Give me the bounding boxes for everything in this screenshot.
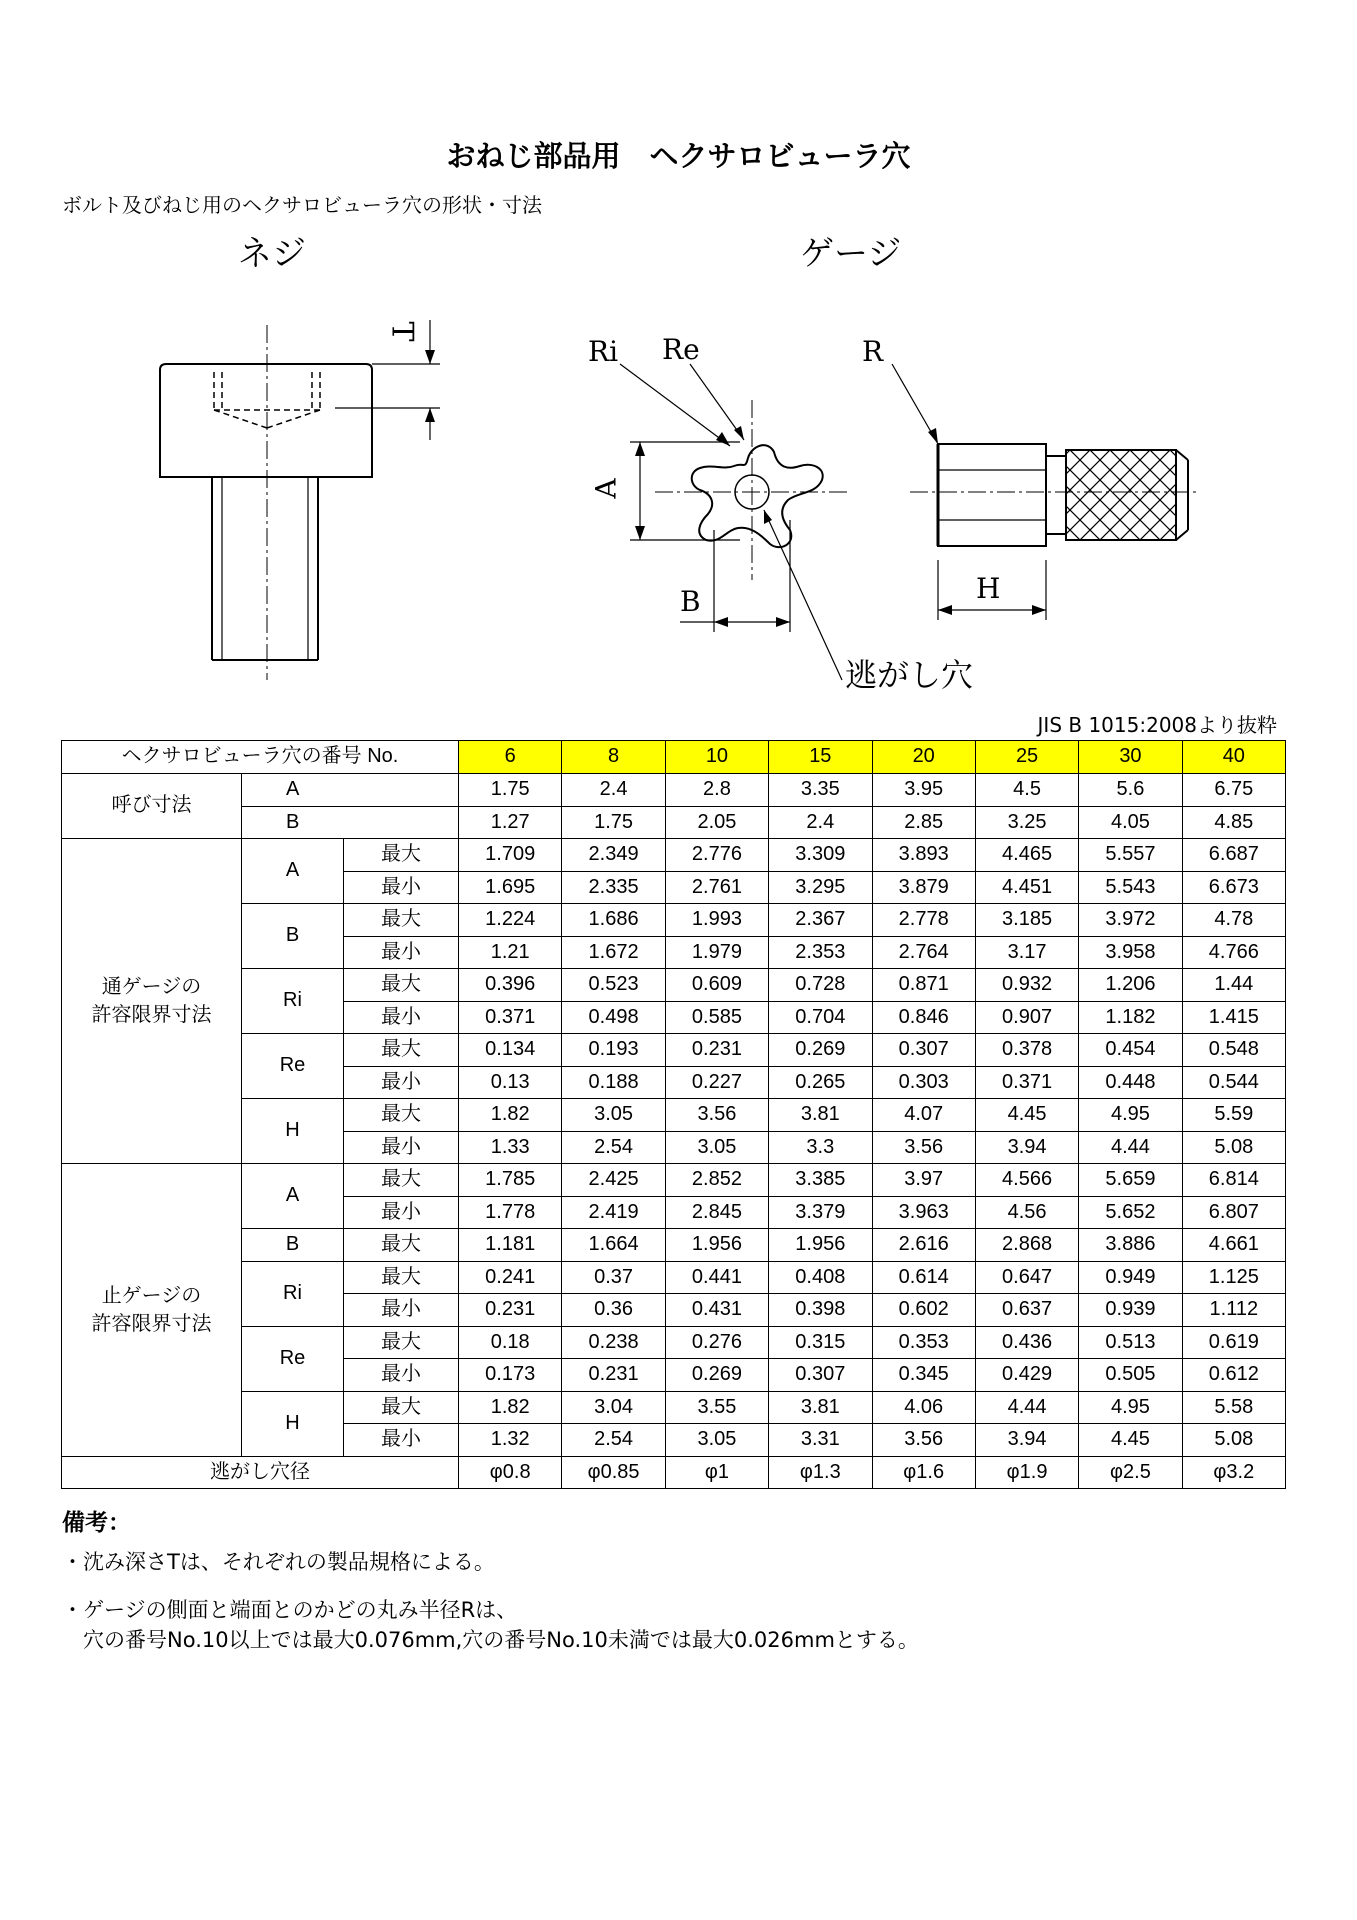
table-cell: 1.956 [769, 1229, 872, 1262]
table-cell: 1.993 [665, 904, 768, 937]
table-cell: 3.295 [769, 871, 872, 904]
table-cell: 2.05 [665, 806, 768, 839]
table-cell: 3.56 [665, 1099, 768, 1132]
table-row [62, 1261, 1286, 1294]
limit-kind: 最小 [344, 1196, 459, 1229]
table-cell: 3.95 [872, 774, 975, 807]
table-cell: 0.398 [769, 1294, 872, 1327]
relief-label: 逃がし穴径 [62, 1456, 459, 1489]
limit-kind: 最小 [344, 1001, 459, 1034]
table-row [62, 1034, 1286, 1067]
dim-label: B [242, 1229, 344, 1262]
table-cell: 4.85 [1182, 806, 1285, 839]
header-number: 10 [665, 741, 768, 774]
table-cell: 1.27 [459, 806, 562, 839]
table-cell: 2.419 [562, 1196, 665, 1229]
table-cell: 1.415 [1182, 1001, 1285, 1034]
table-cell: 5.59 [1182, 1099, 1285, 1132]
header-number: 30 [1079, 741, 1182, 774]
table-row [62, 1456, 1286, 1489]
table-cell: 4.56 [975, 1196, 1078, 1229]
table-cell: 0.378 [975, 1034, 1078, 1067]
table-cell: 1.75 [459, 774, 562, 807]
table-cell: 0.265 [769, 1066, 872, 1099]
table-row [62, 1164, 1286, 1197]
table-cell: 4.465 [975, 839, 1078, 872]
table-cell: 0.307 [769, 1359, 872, 1392]
table-cell: 0.704 [769, 1001, 872, 1034]
table-cell: 4.44 [975, 1391, 1078, 1424]
dim-label: A [242, 839, 344, 904]
table-cell: 1.672 [562, 936, 665, 969]
table-row [62, 969, 1286, 1002]
go-gauge-label [62, 839, 242, 1164]
table-cell: 6.75 [1182, 774, 1285, 807]
table-cell: 5.557 [1079, 839, 1182, 872]
screw-heading: ネジ [238, 234, 306, 274]
table-cell: 0.612 [1182, 1359, 1285, 1392]
table-row [62, 1391, 1286, 1424]
table-cell: 2.778 [872, 904, 975, 937]
table-cell: 3.05 [665, 1131, 768, 1164]
note-line-1: ・沈み深さTは、それぞれの製品規格による。 [62, 1550, 495, 1574]
notes-heading: 備考： [62, 1510, 131, 1536]
table-cell: 1.956 [665, 1229, 768, 1262]
table-cell: 3.97 [872, 1164, 975, 1197]
nogo-gauge-label [62, 1164, 242, 1457]
table-cell: 2.764 [872, 936, 975, 969]
relief-value: φ0.8 [459, 1456, 562, 1489]
table-cell: 0.345 [872, 1359, 975, 1392]
limit-kind: 最大 [344, 1391, 459, 1424]
table-cell: 3.56 [872, 1424, 975, 1457]
table-cell: 3.31 [769, 1424, 872, 1457]
table-cell: 0.939 [1079, 1294, 1182, 1327]
table-cell: 0.231 [562, 1359, 665, 1392]
table-cell: 3.56 [872, 1131, 975, 1164]
table-cell: 5.08 [1182, 1424, 1285, 1457]
table-cell: 1.32 [459, 1424, 562, 1457]
table-cell: 4.95 [1079, 1099, 1182, 1132]
table-cell: 3.972 [1079, 904, 1182, 937]
table-cell: 0.37 [562, 1261, 665, 1294]
table-cell: 5.58 [1182, 1391, 1285, 1424]
limit-kind: 最小 [344, 1424, 459, 1457]
relief-value: φ1.9 [975, 1456, 1078, 1489]
table-cell: 1.224 [459, 904, 562, 937]
dim-label: B [242, 904, 344, 969]
table-cell: 0.728 [769, 969, 872, 1002]
table-cell: 3.35 [769, 774, 872, 807]
table-cell: 4.566 [975, 1164, 1078, 1197]
table-cell: 2.761 [665, 871, 768, 904]
table-row [62, 904, 1286, 937]
table-row [62, 741, 1286, 774]
table-cell: 0.544 [1182, 1066, 1285, 1099]
table-cell: 0.647 [975, 1261, 1078, 1294]
table-cell: 0.303 [872, 1066, 975, 1099]
table-cell: 4.06 [872, 1391, 975, 1424]
header-label: ヘクサロビューラ穴の番号 No. [62, 741, 459, 774]
table-cell: 0.637 [975, 1294, 1078, 1327]
table-cell: 3.94 [975, 1131, 1078, 1164]
table-cell: 4.95 [1079, 1391, 1182, 1424]
table-cell: 0.609 [665, 969, 768, 1002]
source-note: JIS B 1015:2008より抜粋 [1037, 713, 1277, 737]
limit-kind: 最大 [344, 1229, 459, 1262]
nominal-label: 呼び寸法 [62, 774, 242, 839]
table-cell: 5.6 [1079, 774, 1182, 807]
header-number: 8 [562, 741, 665, 774]
table-cell: 2.868 [975, 1229, 1078, 1262]
table-cell: 0.307 [872, 1034, 975, 1067]
go-gauge-label-line-2: 許容限界寸法 [91, 1004, 212, 1026]
table-cell: 2.425 [562, 1164, 665, 1197]
table-cell: 3.185 [975, 904, 1078, 937]
table-cell: 4.45 [1079, 1424, 1182, 1457]
label-b: B [680, 585, 701, 618]
page-subtitle: ボルト及びねじ用のヘクサロビューラ穴の形状・寸法 [62, 193, 542, 217]
table-cell: 2.852 [665, 1164, 768, 1197]
table-cell: 1.695 [459, 871, 562, 904]
table-cell: 1.709 [459, 839, 562, 872]
table-cell: 0.523 [562, 969, 665, 1002]
relief-value: φ1.3 [769, 1456, 872, 1489]
dim-label: A [242, 774, 459, 807]
table-cell: 2.776 [665, 839, 768, 872]
table-cell: 4.05 [1079, 806, 1182, 839]
header-number: 6 [459, 741, 562, 774]
label-a: A [589, 478, 623, 499]
gauge-end-view [620, 364, 850, 680]
table-cell: 0.134 [459, 1034, 562, 1067]
table-cell: 0.871 [872, 969, 975, 1002]
table-cell: 2.4 [769, 806, 872, 839]
dim-label: Re [242, 1326, 344, 1391]
table-cell: 2.54 [562, 1424, 665, 1457]
table-cell: 0.231 [665, 1034, 768, 1067]
label-t: T [384, 321, 420, 342]
table-row [62, 774, 1286, 807]
table-cell: 1.125 [1182, 1261, 1285, 1294]
table-cell: 0.408 [769, 1261, 872, 1294]
note-line-2: ・ゲージの側面と端面とのかどの丸み半径Rは、 [62, 1598, 518, 1622]
limit-kind: 最大 [344, 1326, 459, 1359]
table-cell: 6.814 [1182, 1164, 1285, 1197]
table-cell: 3.04 [562, 1391, 665, 1424]
table-cell: 4.5 [975, 774, 1078, 807]
table-cell: 0.585 [665, 1001, 768, 1034]
table-cell: 0.193 [562, 1034, 665, 1067]
note-line-3: 穴の番号No.10以上では最大0.076mm,穴の番号No.10未満では最大0.026mmとする。 [62, 1628, 919, 1652]
table-cell: 2.4 [562, 774, 665, 807]
dim-label: B [242, 806, 459, 839]
table-cell: 0.371 [975, 1066, 1078, 1099]
dim-label: Ri [242, 1261, 344, 1326]
table-cell: 1.21 [459, 936, 562, 969]
table-cell: 3.81 [769, 1391, 872, 1424]
table-cell: 2.85 [872, 806, 975, 839]
table-cell: 4.661 [1182, 1229, 1285, 1262]
limit-kind: 最大 [344, 969, 459, 1002]
table-cell: 0.13 [459, 1066, 562, 1099]
table-cell: 1.33 [459, 1131, 562, 1164]
table-cell: 0.231 [459, 1294, 562, 1327]
table-cell: 0.431 [665, 1294, 768, 1327]
table-cell: 0.846 [872, 1001, 975, 1034]
table-cell: 0.188 [562, 1066, 665, 1099]
table-cell: 1.44 [1182, 969, 1285, 1002]
go-gauge-label-line-1: 通ゲージの [101, 976, 202, 998]
relief-value: φ1 [665, 1456, 768, 1489]
nogo-gauge-label-line-2: 許容限界寸法 [91, 1312, 212, 1335]
table-cell: 5.08 [1182, 1131, 1285, 1164]
table-cell: 6.687 [1182, 839, 1285, 872]
table-cell: 0.448 [1079, 1066, 1182, 1099]
label-r: R [862, 335, 884, 368]
dim-label: A [242, 1164, 344, 1229]
table-cell: 0.548 [1182, 1034, 1285, 1067]
table-cell: 6.807 [1182, 1196, 1285, 1229]
table-cell: 0.227 [665, 1066, 768, 1099]
table-cell: 0.949 [1079, 1261, 1182, 1294]
table-cell: 1.979 [665, 936, 768, 969]
limit-kind: 最大 [344, 1034, 459, 1067]
label-relief-hole: 逃がし穴 [845, 656, 974, 694]
table-cell: 4.44 [1079, 1131, 1182, 1164]
table-cell: 1.686 [562, 904, 665, 937]
table-cell: 3.309 [769, 839, 872, 872]
table-cell: 3.385 [769, 1164, 872, 1197]
relief-value: φ0.85 [562, 1456, 665, 1489]
table-cell: 4.07 [872, 1099, 975, 1132]
dim-label: H [242, 1391, 344, 1456]
nogo-gauge-label-line-1: 止ゲージの [101, 1284, 202, 1307]
table-cell: 0.619 [1182, 1326, 1285, 1359]
table-cell: 3.963 [872, 1196, 975, 1229]
table-cell: 0.238 [562, 1326, 665, 1359]
label-h: H [976, 572, 1001, 605]
table-cell: 3.17 [975, 936, 1078, 969]
limit-kind: 最大 [344, 1261, 459, 1294]
table-cell: 0.173 [459, 1359, 562, 1392]
label-ri: Ri [588, 335, 619, 368]
dim-label: Re [242, 1034, 344, 1099]
table-cell: 2.349 [562, 839, 665, 872]
table-row [62, 1229, 1286, 1262]
table-cell: 0.436 [975, 1326, 1078, 1359]
dim-label: Ri [242, 969, 344, 1034]
table-cell: 1.75 [562, 806, 665, 839]
table-row [62, 839, 1286, 872]
table-cell: 1.82 [459, 1391, 562, 1424]
gauge-heading: ゲージ [800, 234, 902, 274]
table-cell: 2.54 [562, 1131, 665, 1164]
table-cell: 2.8 [665, 774, 768, 807]
relief-value: φ2.5 [1079, 1456, 1182, 1489]
limit-kind: 最小 [344, 936, 459, 969]
table-cell: 1.778 [459, 1196, 562, 1229]
table-cell: 0.907 [975, 1001, 1078, 1034]
limit-kind: 最小 [344, 1131, 459, 1164]
spec-table [61, 740, 1286, 1489]
table-cell: 1.785 [459, 1164, 562, 1197]
table-cell: 0.241 [459, 1261, 562, 1294]
limit-kind: 最大 [344, 839, 459, 872]
table-cell: 3.893 [872, 839, 975, 872]
table-cell: 2.353 [769, 936, 872, 969]
gauge-side-view [892, 364, 1200, 620]
table-cell: 0.602 [872, 1294, 975, 1327]
table-cell: 3.94 [975, 1424, 1078, 1457]
table-cell: 1.206 [1079, 969, 1182, 1002]
table-cell: 3.3 [769, 1131, 872, 1164]
table-cell: 0.513 [1079, 1326, 1182, 1359]
limit-kind: 最大 [344, 1099, 459, 1132]
relief-value: φ3.2 [1182, 1456, 1285, 1489]
table-cell: 3.25 [975, 806, 1078, 839]
table-cell: 5.652 [1079, 1196, 1182, 1229]
table-cell: 0.441 [665, 1261, 768, 1294]
table-cell: 3.55 [665, 1391, 768, 1424]
table-cell: 0.276 [665, 1326, 768, 1359]
table-cell: 0.454 [1079, 1034, 1182, 1067]
table-cell: 6.673 [1182, 871, 1285, 904]
table-cell: 2.367 [769, 904, 872, 937]
table-cell: 0.18 [459, 1326, 562, 1359]
limit-kind: 最小 [344, 1359, 459, 1392]
limit-kind: 最大 [344, 904, 459, 937]
table-cell: 0.315 [769, 1326, 872, 1359]
table-cell: 1.664 [562, 1229, 665, 1262]
dim-label: H [242, 1099, 344, 1164]
table-cell: 2.845 [665, 1196, 768, 1229]
table-cell: 2.616 [872, 1229, 975, 1262]
table-cell: 0.932 [975, 969, 1078, 1002]
header-number: 15 [769, 741, 872, 774]
table-cell: 3.886 [1079, 1229, 1182, 1262]
table-cell: 2.335 [562, 871, 665, 904]
table-cell: 4.78 [1182, 904, 1285, 937]
page-title: おねじ部品用 ヘクサロビューラ穴 [446, 139, 911, 173]
label-re: Re [662, 333, 700, 366]
limit-kind: 最小 [344, 1066, 459, 1099]
table-cell: 3.379 [769, 1196, 872, 1229]
table-cell: 0.269 [665, 1359, 768, 1392]
table-cell: 3.958 [1079, 936, 1182, 969]
screw-view [160, 320, 440, 680]
relief-value: φ1.6 [872, 1456, 975, 1489]
table-cell: 1.112 [1182, 1294, 1285, 1327]
table-cell: 0.371 [459, 1001, 562, 1034]
table-row [62, 1326, 1286, 1359]
limit-kind: 最大 [344, 1164, 459, 1197]
table-row [62, 806, 1286, 839]
table-cell: 3.879 [872, 871, 975, 904]
table-cell: 5.543 [1079, 871, 1182, 904]
table-cell: 4.45 [975, 1099, 1078, 1132]
table-cell: 0.429 [975, 1359, 1078, 1392]
table-cell: 4.766 [1182, 936, 1285, 969]
limit-kind: 最小 [344, 871, 459, 904]
table-cell: 3.05 [665, 1424, 768, 1457]
table-cell: 4.451 [975, 871, 1078, 904]
table-cell: 1.182 [1079, 1001, 1182, 1034]
header-number: 25 [975, 741, 1078, 774]
limit-kind: 最小 [344, 1294, 459, 1327]
table-cell: 1.82 [459, 1099, 562, 1132]
table-cell: 0.614 [872, 1261, 975, 1294]
header-number: 40 [1182, 741, 1285, 774]
table-cell: 0.498 [562, 1001, 665, 1034]
table-cell: 0.36 [562, 1294, 665, 1327]
table-cell: 0.269 [769, 1034, 872, 1067]
table-cell: 0.396 [459, 969, 562, 1002]
table-cell: 0.505 [1079, 1359, 1182, 1392]
table-cell: 3.05 [562, 1099, 665, 1132]
table-cell: 0.353 [872, 1326, 975, 1359]
header-number: 20 [872, 741, 975, 774]
table-cell: 3.81 [769, 1099, 872, 1132]
table-cell: 1.181 [459, 1229, 562, 1262]
table-cell: 5.659 [1079, 1164, 1182, 1197]
table-row [62, 1099, 1286, 1132]
